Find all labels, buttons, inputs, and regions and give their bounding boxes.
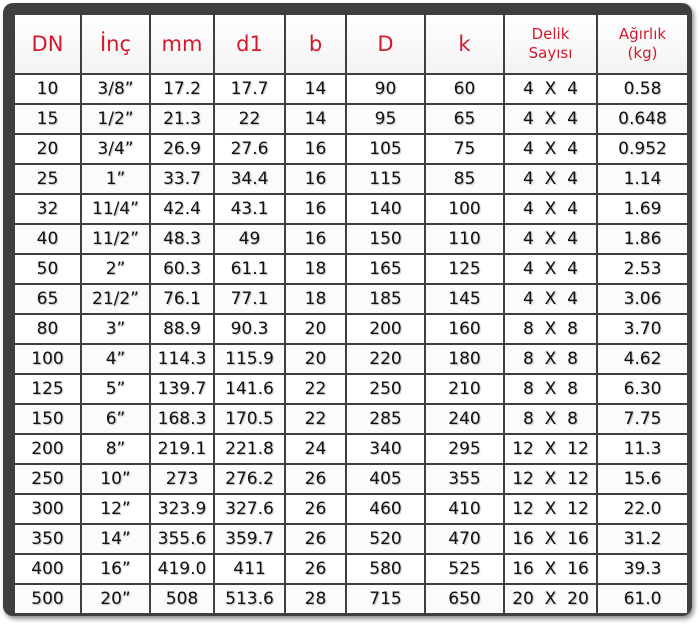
table-frame bbox=[3, 3, 692, 616]
cell-b: 16 bbox=[286, 165, 347, 195]
cell-dn: 20 bbox=[15, 135, 82, 165]
cell-dn: 15 bbox=[15, 105, 82, 135]
cell-outer-diameter: 140 bbox=[347, 195, 426, 225]
cell-mm: 355.6 bbox=[151, 525, 215, 555]
cell-dn: 32 bbox=[15, 195, 82, 225]
cell-d1: 359.7 bbox=[215, 525, 286, 555]
cell-inch: 12” bbox=[82, 495, 151, 525]
cell-mm: 114.3 bbox=[151, 345, 215, 375]
col-header-dn: DN bbox=[15, 15, 82, 75]
cell-d1: 22 bbox=[215, 105, 286, 135]
cell-mm: 219.1 bbox=[151, 435, 215, 465]
cell-b: 14 bbox=[286, 105, 347, 135]
cell-b: 26 bbox=[286, 495, 347, 525]
cell-b: 16 bbox=[286, 195, 347, 225]
cell-k: 110 bbox=[426, 225, 505, 255]
cell-k: 295 bbox=[426, 435, 505, 465]
cell-d1: 77.1 bbox=[215, 285, 286, 315]
col-header-b: b bbox=[286, 15, 347, 75]
cell-mm: 168.3 bbox=[151, 405, 215, 435]
cell-k: 410 bbox=[426, 495, 505, 525]
cell-d1: 513.6 bbox=[215, 585, 286, 613]
cell-dn: 150 bbox=[15, 405, 82, 435]
cell-holes: 4 X 4 bbox=[505, 255, 598, 285]
table-row bbox=[15, 345, 687, 375]
table-row bbox=[15, 255, 687, 285]
cell-inch: 1” bbox=[82, 165, 151, 195]
cell-d1: 17.7 bbox=[215, 75, 286, 105]
cell-inch: 20” bbox=[82, 585, 151, 613]
table-row bbox=[15, 195, 687, 225]
cell-weight: 61.0 bbox=[598, 585, 687, 613]
cell-mm: 273 bbox=[151, 465, 215, 495]
cell-weight: 2.53 bbox=[598, 255, 687, 285]
cell-k: 470 bbox=[426, 525, 505, 555]
cell-mm: 21.3 bbox=[151, 105, 215, 135]
table-row bbox=[15, 75, 687, 105]
table-row bbox=[15, 495, 687, 525]
cell-dn: 500 bbox=[15, 585, 82, 613]
cell-k: 240 bbox=[426, 405, 505, 435]
cell-inch: 16” bbox=[82, 555, 151, 585]
cell-inch: 1/2” bbox=[82, 105, 151, 135]
cell-holes: 8 X 8 bbox=[505, 375, 598, 405]
cell-outer-diameter: 715 bbox=[347, 585, 426, 613]
cell-holes: 8 X 8 bbox=[505, 315, 598, 345]
cell-holes: 4 X 4 bbox=[505, 195, 598, 225]
cell-d1: 115.9 bbox=[215, 345, 286, 375]
cell-inch: 10” bbox=[82, 465, 151, 495]
table-row bbox=[15, 405, 687, 435]
cell-k: 180 bbox=[426, 345, 505, 375]
cell-dn: 50 bbox=[15, 255, 82, 285]
cell-b: 16 bbox=[286, 135, 347, 165]
cell-b: 16 bbox=[286, 225, 347, 255]
col-header-weight-line1: Ağırlık bbox=[618, 25, 667, 43]
table-row bbox=[15, 465, 687, 495]
cell-mm: 60.3 bbox=[151, 255, 215, 285]
cell-k: 145 bbox=[426, 285, 505, 315]
cell-k: 100 bbox=[426, 195, 505, 225]
cell-dn: 200 bbox=[15, 435, 82, 465]
cell-b: 20 bbox=[286, 345, 347, 375]
cell-mm: 17.2 bbox=[151, 75, 215, 105]
cell-dn: 80 bbox=[15, 315, 82, 345]
flange-spec-table bbox=[15, 15, 687, 613]
cell-outer-diameter: 580 bbox=[347, 555, 426, 585]
cell-outer-diameter: 90 bbox=[347, 75, 426, 105]
cell-weight: 11.3 bbox=[598, 435, 687, 465]
cell-k: 60 bbox=[426, 75, 505, 105]
cell-weight: 1.14 bbox=[598, 165, 687, 195]
cell-holes: 8 X 8 bbox=[505, 405, 598, 435]
cell-weight: 3.06 bbox=[598, 285, 687, 315]
cell-mm: 48.3 bbox=[151, 225, 215, 255]
cell-dn: 65 bbox=[15, 285, 82, 315]
cell-inch: 14” bbox=[82, 525, 151, 555]
cell-dn: 100 bbox=[15, 345, 82, 375]
cell-mm: 33.7 bbox=[151, 165, 215, 195]
cell-weight: 39.3 bbox=[598, 555, 687, 585]
cell-d1: 34.4 bbox=[215, 165, 286, 195]
cell-inch: 4” bbox=[82, 345, 151, 375]
col-header-mm: mm bbox=[151, 15, 215, 75]
cell-d1: 49 bbox=[215, 225, 286, 255]
cell-outer-diameter: 285 bbox=[347, 405, 426, 435]
cell-mm: 508 bbox=[151, 585, 215, 613]
cell-d1: 61.1 bbox=[215, 255, 286, 285]
cell-b: 22 bbox=[286, 375, 347, 405]
header-row bbox=[15, 15, 687, 75]
cell-holes: 8 X 8 bbox=[505, 345, 598, 375]
col-header-k: k bbox=[426, 15, 505, 75]
table-row bbox=[15, 105, 687, 135]
table-row bbox=[15, 525, 687, 555]
cell-inch: 5” bbox=[82, 375, 151, 405]
cell-d1: 411 bbox=[215, 555, 286, 585]
cell-b: 18 bbox=[286, 285, 347, 315]
col-header-holes-line1: Delik bbox=[531, 25, 570, 43]
cell-inch: 11/2” bbox=[82, 225, 151, 255]
cell-b: 22 bbox=[286, 405, 347, 435]
table-row bbox=[15, 375, 687, 405]
cell-b: 20 bbox=[286, 315, 347, 345]
cell-dn: 350 bbox=[15, 525, 82, 555]
cell-mm: 323.9 bbox=[151, 495, 215, 525]
cell-holes: 4 X 4 bbox=[505, 105, 598, 135]
cell-b: 26 bbox=[286, 465, 347, 495]
cell-holes: 12 X 12 bbox=[505, 465, 598, 495]
table-body bbox=[15, 75, 687, 613]
cell-k: 65 bbox=[426, 105, 505, 135]
cell-weight: 0.648 bbox=[598, 105, 687, 135]
cell-k: 125 bbox=[426, 255, 505, 285]
cell-outer-diameter: 165 bbox=[347, 255, 426, 285]
cell-d1: 141.6 bbox=[215, 375, 286, 405]
cell-outer-diameter: 115 bbox=[347, 165, 426, 195]
cell-weight: 4.62 bbox=[598, 345, 687, 375]
cell-mm: 76.1 bbox=[151, 285, 215, 315]
cell-b: 26 bbox=[286, 525, 347, 555]
cell-inch: 2” bbox=[82, 255, 151, 285]
cell-d1: 90.3 bbox=[215, 315, 286, 345]
cell-k: 85 bbox=[426, 165, 505, 195]
cell-inch: 21/2” bbox=[82, 285, 151, 315]
cell-outer-diameter: 220 bbox=[347, 345, 426, 375]
col-header-weight bbox=[598, 15, 687, 75]
table-row bbox=[15, 315, 687, 345]
cell-mm: 26.9 bbox=[151, 135, 215, 165]
cell-inch: 6” bbox=[82, 405, 151, 435]
cell-weight: 0.58 bbox=[598, 75, 687, 105]
cell-outer-diameter: 460 bbox=[347, 495, 426, 525]
cell-outer-diameter: 405 bbox=[347, 465, 426, 495]
cell-dn: 10 bbox=[15, 75, 82, 105]
cell-k: 160 bbox=[426, 315, 505, 345]
col-header-holes bbox=[505, 15, 598, 75]
cell-weight: 15.6 bbox=[598, 465, 687, 495]
cell-b: 18 bbox=[286, 255, 347, 285]
table-row bbox=[15, 555, 687, 585]
col-header-weight-line2: (kg) bbox=[627, 44, 658, 62]
cell-d1: 276.2 bbox=[215, 465, 286, 495]
cell-d1: 327.6 bbox=[215, 495, 286, 525]
cell-weight: 1.69 bbox=[598, 195, 687, 225]
cell-mm: 88.9 bbox=[151, 315, 215, 345]
col-header-inch: İnç bbox=[82, 15, 151, 75]
cell-b: 26 bbox=[286, 555, 347, 585]
cell-outer-diameter: 340 bbox=[347, 435, 426, 465]
cell-b: 28 bbox=[286, 585, 347, 613]
cell-outer-diameter: 95 bbox=[347, 105, 426, 135]
cell-weight: 22.0 bbox=[598, 495, 687, 525]
table-row bbox=[15, 435, 687, 465]
col-header-outer-diameter: D bbox=[347, 15, 426, 75]
cell-d1: 221.8 bbox=[215, 435, 286, 465]
cell-weight: 6.30 bbox=[598, 375, 687, 405]
cell-b: 24 bbox=[286, 435, 347, 465]
cell-inch: 8” bbox=[82, 435, 151, 465]
table-row bbox=[15, 585, 687, 613]
cell-holes: 4 X 4 bbox=[505, 165, 598, 195]
cell-weight: 1.86 bbox=[598, 225, 687, 255]
cell-weight: 3.70 bbox=[598, 315, 687, 345]
table-row bbox=[15, 285, 687, 315]
cell-inch: 3/4” bbox=[82, 135, 151, 165]
cell-outer-diameter: 105 bbox=[347, 135, 426, 165]
cell-weight: 31.2 bbox=[598, 525, 687, 555]
cell-outer-diameter: 185 bbox=[347, 285, 426, 315]
cell-holes: 12 X 12 bbox=[505, 495, 598, 525]
cell-outer-diameter: 250 bbox=[347, 375, 426, 405]
cell-holes: 4 X 4 bbox=[505, 135, 598, 165]
cell-outer-diameter: 520 bbox=[347, 525, 426, 555]
cell-dn: 300 bbox=[15, 495, 82, 525]
cell-weight: 7.75 bbox=[598, 405, 687, 435]
cell-inch: 11/4” bbox=[82, 195, 151, 225]
cell-weight: 0.952 bbox=[598, 135, 687, 165]
cell-dn: 400 bbox=[15, 555, 82, 585]
table-row bbox=[15, 135, 687, 165]
cell-holes: 12 X 12 bbox=[505, 435, 598, 465]
cell-holes: 4 X 4 bbox=[505, 75, 598, 105]
cell-d1: 27.6 bbox=[215, 135, 286, 165]
cell-k: 525 bbox=[426, 555, 505, 585]
cell-dn: 25 bbox=[15, 165, 82, 195]
cell-k: 650 bbox=[426, 585, 505, 613]
cell-holes: 16 X 16 bbox=[505, 525, 598, 555]
cell-d1: 170.5 bbox=[215, 405, 286, 435]
col-header-holes-line2: Sayısı bbox=[528, 44, 573, 62]
cell-inch: 3/8” bbox=[82, 75, 151, 105]
cell-k: 75 bbox=[426, 135, 505, 165]
cell-mm: 419.0 bbox=[151, 555, 215, 585]
table-row bbox=[15, 165, 687, 195]
cell-dn: 40 bbox=[15, 225, 82, 255]
cell-mm: 139.7 bbox=[151, 375, 215, 405]
cell-outer-diameter: 200 bbox=[347, 315, 426, 345]
cell-holes: 4 X 4 bbox=[505, 225, 598, 255]
cell-holes: 20 X 20 bbox=[505, 585, 598, 613]
table-row bbox=[15, 225, 687, 255]
cell-inch: 3” bbox=[82, 315, 151, 345]
cell-d1: 43.1 bbox=[215, 195, 286, 225]
cell-dn: 125 bbox=[15, 375, 82, 405]
cell-holes: 16 X 16 bbox=[505, 555, 598, 585]
cell-mm: 42.4 bbox=[151, 195, 215, 225]
cell-k: 355 bbox=[426, 465, 505, 495]
cell-dn: 250 bbox=[15, 465, 82, 495]
col-header-d1: d1 bbox=[215, 15, 286, 75]
cell-k: 210 bbox=[426, 375, 505, 405]
cell-outer-diameter: 150 bbox=[347, 225, 426, 255]
cell-holes: 4 X 4 bbox=[505, 285, 598, 315]
cell-b: 14 bbox=[286, 75, 347, 105]
